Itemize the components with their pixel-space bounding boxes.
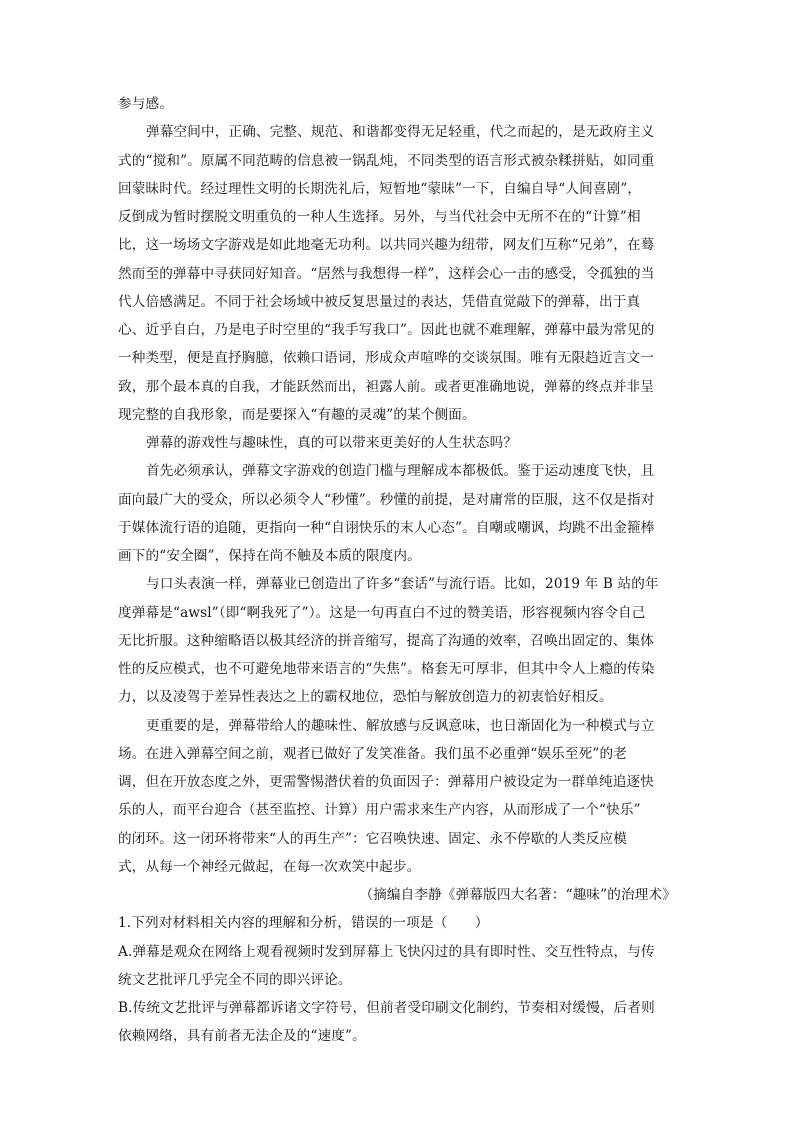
option-b-line: 依赖网络，具有前者无法企及的“速度”。 xyxy=(118,1028,366,1045)
paragraph-line: 首先必须承认，弹幕文字游戏的创造门槛与理解成本都极低。鉴于运动速度飞快，且 xyxy=(146,463,655,480)
paragraph-line: 场。在进入弹幕空间之前，观者已做好了发笑准备。我们虽不必重弹“娱乐至死”的老 xyxy=(118,745,627,762)
paragraph-line: 一种类型，便是直抒胸臆，依赖口语词，形成众声喧哗的交谈氛围。唯有无限趋近言文一 xyxy=(118,350,655,367)
paragraph-line: 代人倍感满足。不同于社会场域中被反复思量过的表达，凭借直觉敲下的弹幕，出于真 xyxy=(118,293,641,310)
paragraph-line: 画下的“安全圈”，保持在尚不触及本质的限度内。 xyxy=(118,548,421,564)
paragraph-line: 性的反应模式，也不可避免地带来语言的“失焦”。格套无可厚非，但其中令人上瘾的传染 xyxy=(118,661,655,677)
option-a-line: A.弹幕是观众在网络上观看视频时发到屏幕上飞快闪过的具有即时性、交互性特点，与传 xyxy=(118,943,655,960)
paragraph-line: 力，以及凌驾于差异性表达之上的霸权地位，恐怕与解放创造力的初衷恰好相反。 xyxy=(118,689,613,706)
paragraph-line: 无比折服。这种缩略语以极其经济的拼音缩写，提高了沟通的效率，召唤出固定的、集体 xyxy=(118,632,655,649)
paragraph-line: 于媒体流行语的追随，更指向一种“自诩快乐的末人心态”。自嘲或嘲讽，均跳不出金箍棒 xyxy=(118,519,655,536)
paragraph-line: 弹幕的游戏性与趣味性，真的可以带来更美好的人生状态吗？ xyxy=(146,435,518,451)
document-body xyxy=(118,90,676,1051)
paragraph-line: 参与感。 xyxy=(118,96,173,112)
paragraph-line: 现完整的自我形象，而是要探入“有趣的灵魂”的某个侧面。 xyxy=(118,406,476,423)
paragraph-line: 更重要的是，弹幕带给人的趣味性、解放感与反讽意味，也日渐固化为一种模式与立 xyxy=(146,717,655,734)
paragraph-line: 的闭环。这一闭环将带来“人的再生产”：它召唤快速、固定、永不停歇的人类反应模 xyxy=(118,830,627,847)
paragraph-line: 致，那个最本真的自我，才能跃然而出，袒露人前。或者更准确地说，弹幕的终点并非呈 xyxy=(118,378,655,395)
paragraph-line: 然而至的弹幕中寻获同好知音。“居然与我想得一样”，这样会心一击的感受，令孤独的当 xyxy=(118,265,655,282)
paragraph-line: 反倒成为暂时摆脱文明重负的一种人生选择。另外，与当代社会中无所不在的“计算”相 xyxy=(118,209,641,225)
paragraph-line: 回蒙昧时代。经过理性文明的长期洗礼后，短暂地“蒙昧”一下，自编自导“人间喜剧”， xyxy=(118,180,642,197)
paragraph-line: 式，从每一个神经元做起，在每一次欢笑中起步。 xyxy=(118,858,421,875)
paragraph-line: 比，这一场场文字游戏是如此地毫无功利。以共同兴趣为纽带，网友们互称“兄弟”，在蓦 xyxy=(118,237,655,254)
source-citation: （摘编自李静《弹幕版四大名著：“趣味”的治理术》 xyxy=(359,887,676,903)
paragraph-line: 面向最广大的受众，所以必须令人“秒懂”。秒懂的前提，是对庸常的臣服，这不仅是指对 xyxy=(118,491,655,508)
paragraph-line: 乐的人，而平台迎合（甚至监控、计算）用户需求来生产内容，从而形成了一个“快乐” xyxy=(118,802,641,819)
option-a-line: 统文艺批评几乎完全不同的即兴评论。 xyxy=(118,971,352,988)
paragraph-line: 弹幕空间中，正确、完整、规范、和谐都变得无足轻重，代之而起的，是无政府主义 xyxy=(146,124,655,141)
option-b-line: B.传统文艺批评与弹幕都诉诸文字符号，但前者受印刷文化制约，节奏相对缓慢，后者则 xyxy=(118,1000,655,1016)
paragraph-line: 心、近乎自白，乃是电子时空里的“我手写我口”。因此也就不难理解，弹幕中最为常见的 xyxy=(118,322,655,338)
paragraph-line: 调，但在开放态度之外，更需警惕潜伏着的负面因子：弹幕用户被设定为一群单纯追逐快 xyxy=(118,774,655,790)
question-stem: 1.下列对材料相关内容的理解和分析，错误的一项是（ ） xyxy=(118,915,489,932)
paragraph-line: 式的“搅和”。原属不同范畴的信息被一锅乱炖，不同类型的语言形式被杂糅拼贴，如同重 xyxy=(118,152,655,169)
paragraph-line: 与口头表演一样，弹幕业已创造出了许多“套话”与流行语。比如，2019 年 B 站的年 xyxy=(146,576,659,593)
paragraph-line: 度弹幕是“awsl”（即“啊我死了”）。这是一句再直白不过的赞美语，形容视频内容令自己 xyxy=(118,604,646,621)
